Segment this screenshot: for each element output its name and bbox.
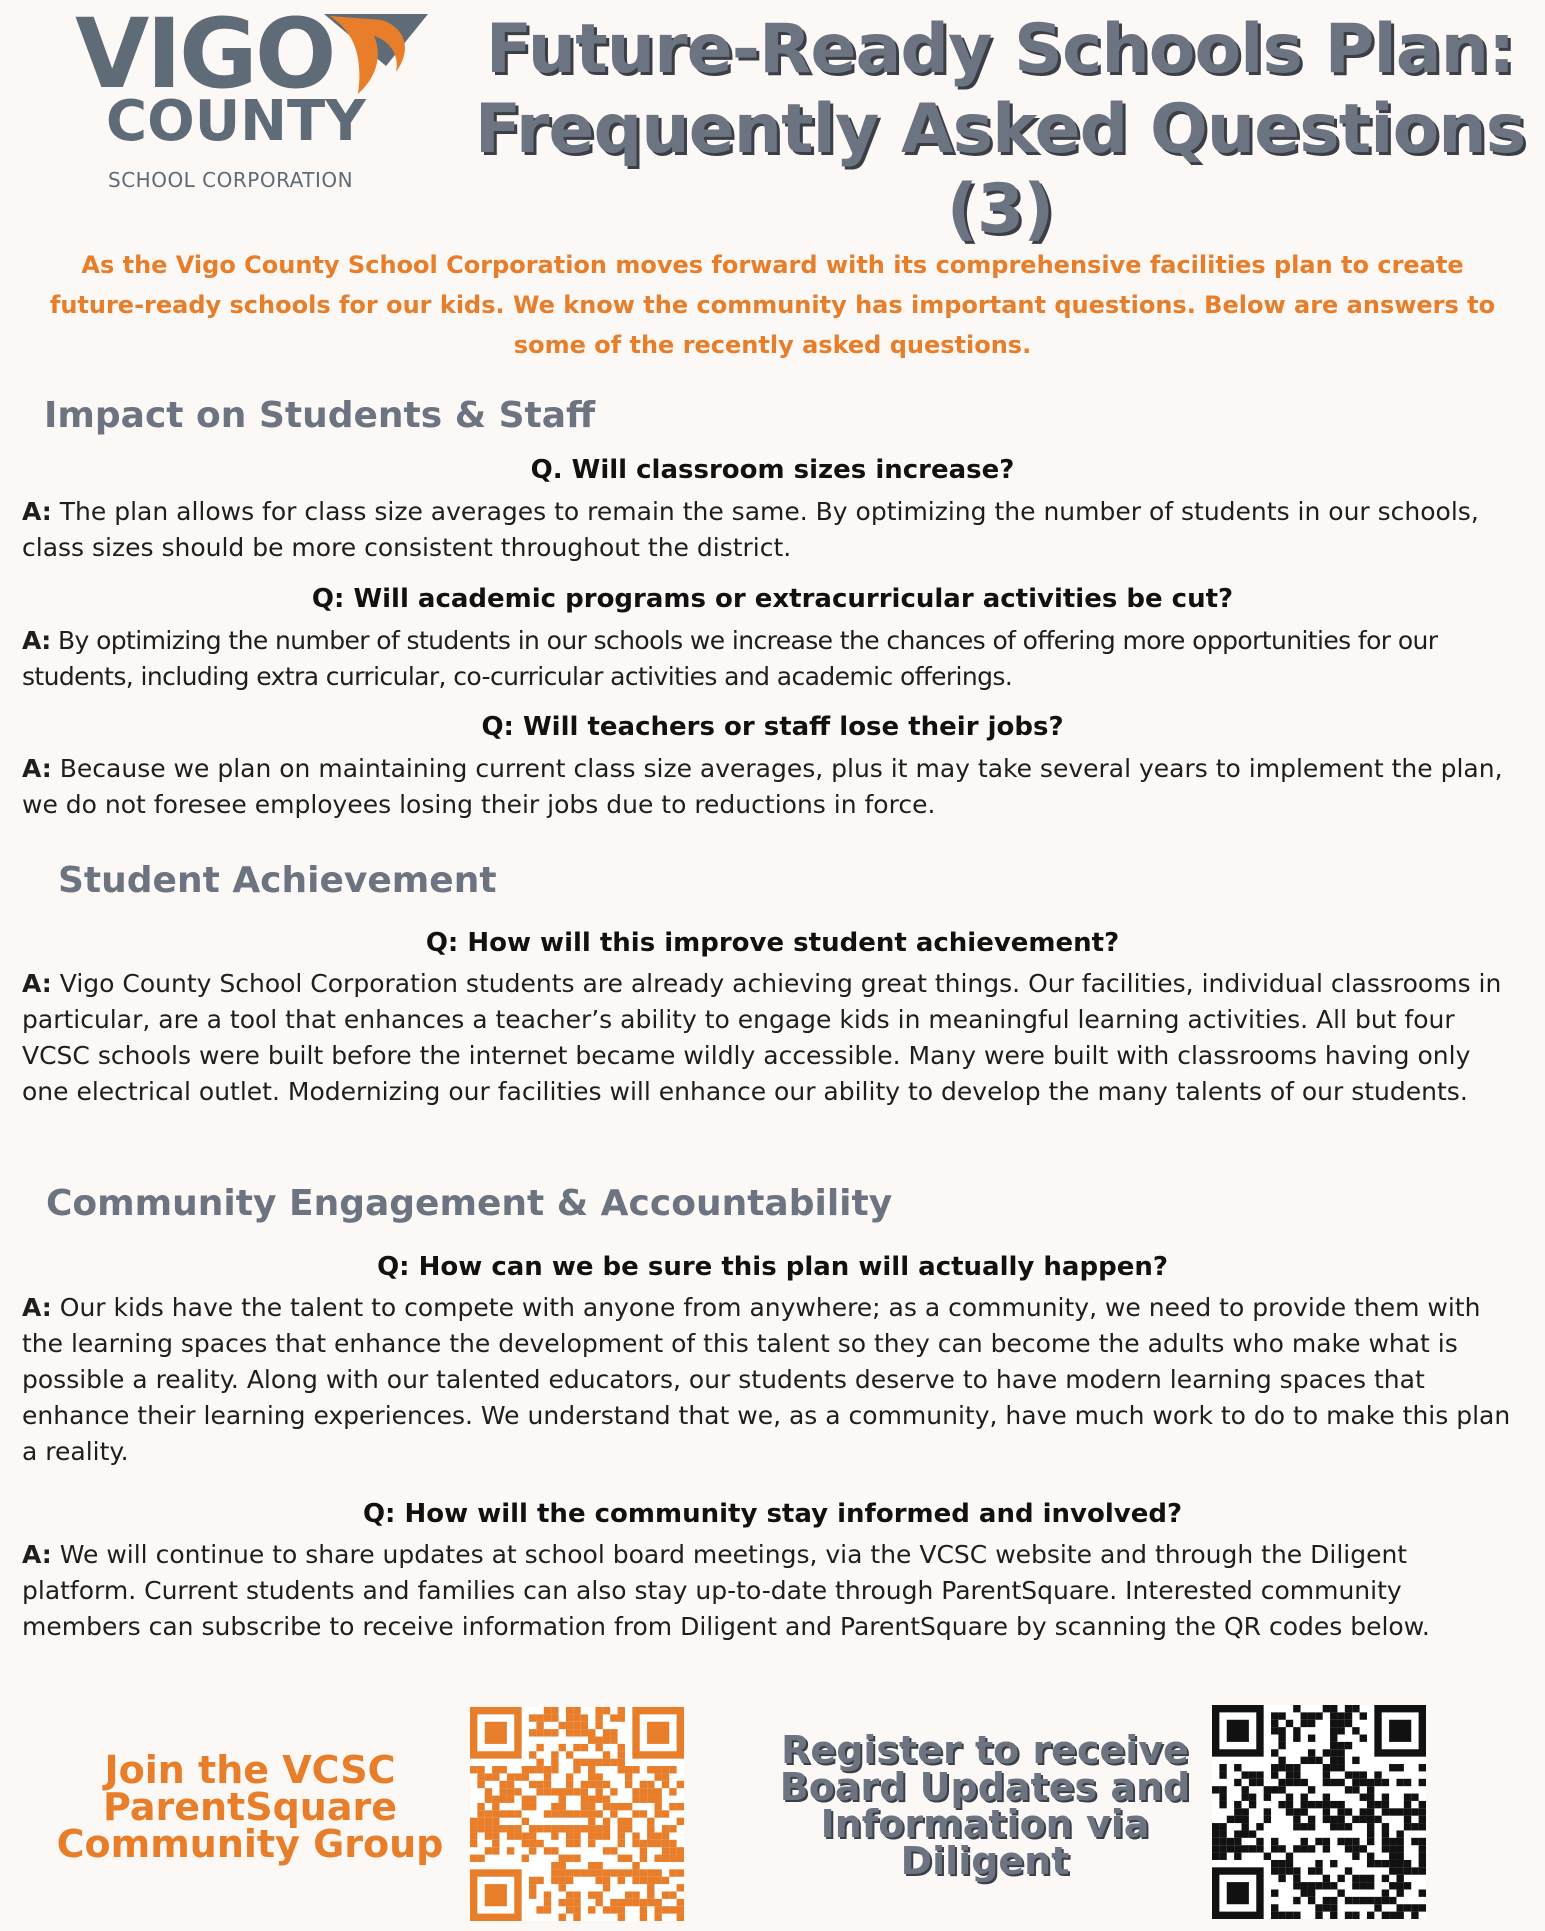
flame-wedge-icon [320,10,432,100]
question-stay-informed: Q: How will the community stay informed and involved? [362,1499,1183,1529]
section-heading-achievement: Student Achievement [58,860,497,901]
intro-text: As the Vigo County School Corporation moves forward with its comprehensive facilities plan to create future-ready schools for our kids. We know the community has important questions. Below are answers to some of the recently asked questions. [49,251,1496,359]
page-title: Future-Ready Schools Plan: Frequently Asked Questions (3) [474,10,1526,249]
diligent-qr-code[interactable] [1212,1705,1426,1919]
answer-label: A: [22,969,52,998]
answer-text: By optimizing the number of students in our schools we increase the chances of offering more opportunities for our students, including extra curricular, co-curricular activities and academic offerings. [22,626,1438,691]
parentsquare-cta: Join the VCSC ParentSquare Community Group [56,1748,444,1866]
answer-label: A: [22,626,51,655]
question-class-size: Q. Will classroom sizes increase? [530,455,1015,485]
section-heading-community: Community Engagement & Accountability [46,1183,893,1224]
answer-text: The plan allows for class size averages to remain the same. By optimizing the number of students in our schools, class sizes should be more consistent throughout the district. [22,497,1479,562]
logo-school-corporation: SCHOOL CORPORATION [108,168,354,192]
section-heading-impact: Impact on Students & Staff [44,395,596,436]
answer-stay-informed [22,1537,1522,1645]
answer-text: Vigo County School Corporation students are already achieving great things. Our facilities, individual classrooms in particular, are a tool that enhances a teacher’s ability to engage kids in meaningful learning activities. All but four VCSC schools were built before the internet became wildly accessible. Many were built with classrooms having only one electrical outlet. Modernizing our facilities will enhance our ability to develop the many talents of our students. [22,969,1502,1106]
diligent-cta: Register to receive Board Updates and Information via Diligent [779,1728,1191,1883]
answer-label: A: [22,1540,52,1569]
parentsquare-qr-code[interactable] [470,1707,684,1921]
question-jobs: Q: Will teachers or staff lose their jobs? [481,712,1064,742]
answer-text: Our kids have the talent to compete with anyone from anywhere; as a community, we need to provide them with the learning spaces that enhance the development of this talent so they can become the adults who make what is possible a reality. Along with our talented educators, our students deserve to have modern learning spaces that enhance their learning experiences. We understand that we, as a community, have much work to do to make this plan a reality. [22,1293,1511,1466]
question-programs-cut: Q: Will academic programs or extracurricular activities be cut? [311,584,1234,614]
question-plan-happen: Q: How can we be sure this plan will actually happen? [377,1252,1168,1282]
answer-class-size [22,494,1522,566]
logo-vigo: VIGO [75,0,334,110]
question-achievement: Q: How will this improve student achievement? [425,928,1120,958]
answer-programs-cut [22,623,1522,695]
answer-label: A: [22,1293,52,1322]
answer-text: We will continue to share updates at school board meetings, via the VCSC website and through the Diligent platform. Current students and families can also stay up-to-date through ParentSquare. Interested community members can subscribe to receive information from Diligent and ParentSquare by scanning the QR codes below. [22,1540,1430,1641]
logo-county: COUNTY [106,89,366,154]
answer-label: A: [22,497,52,526]
answer-plan-happen [22,1290,1522,1470]
answer-jobs [22,751,1522,823]
answer-label: A: [22,754,52,783]
answer-achievement [22,966,1522,1110]
answer-text: Because we plan on maintaining current class size averages, plus it may take several years to implement the plan, we do not foresee employees losing their jobs due to reductions in force. [22,754,1503,819]
vigo-county-logo [70,0,450,196]
